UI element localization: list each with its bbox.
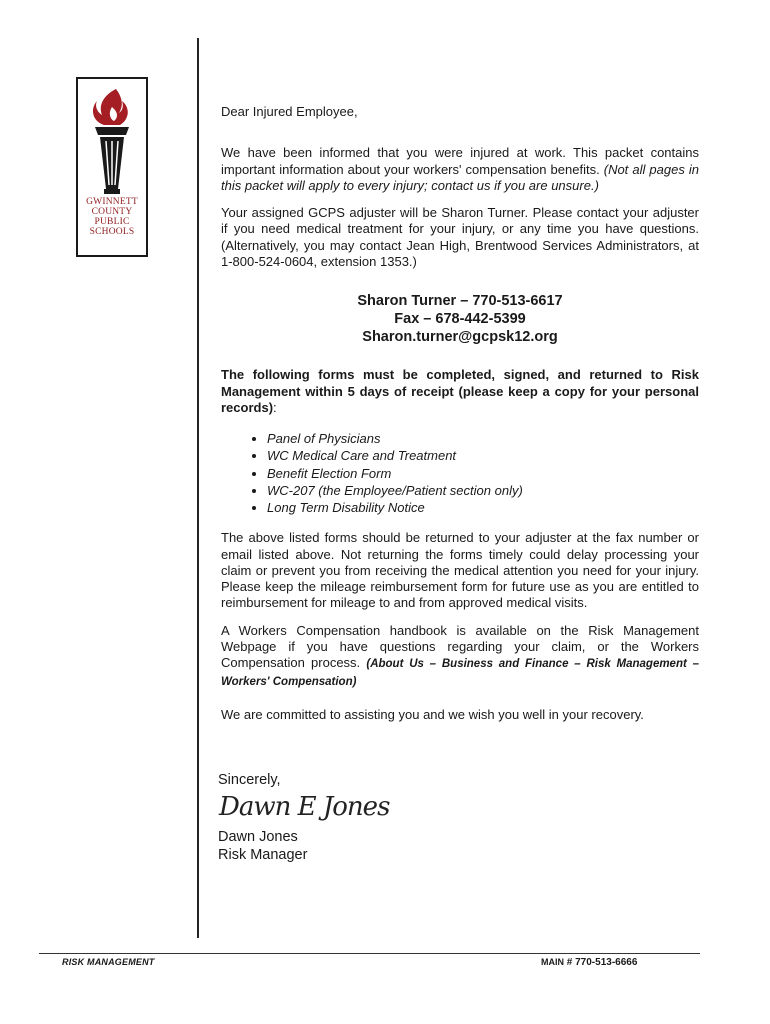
handbook-path: (About Us – Business and Finance – Risk Management – Workers' Compensation)	[221, 658, 699, 688]
gcps-logo	[76, 77, 148, 257]
logo-line: COUNTY	[91, 207, 133, 217]
footer-department: RISK MANAGEMENT	[62, 957, 155, 967]
signature: Dawn E Jones	[219, 792, 390, 822]
intro-note: (Not all pages in this packet will apply to every injury; contact us if you are unsure.)	[221, 161, 699, 193]
signer-name: Dawn Jones	[218, 829, 298, 845]
closing: Sincerely,	[218, 772, 281, 788]
paragraph-handbook	[221, 623, 699, 690]
footer-main-label: MAIN	[541, 957, 564, 967]
forms-intro-text: The following forms must be completed, signed, and returned to Risk Management within 5 days of receipt (please keep a copy for your personal records)	[221, 367, 699, 415]
signer-block	[218, 828, 307, 864]
paragraph-adjuster: Your assigned GCPS adjuster will be Sharon Turner. Please contact your adjuster if you need medical treatment for your injury, or any time you have questions. (Alternatively, you may contact Jean High, Brentwood Services Administrators, at 1-800-524-0604, extension 1353.)	[221, 205, 699, 270]
logo-line: GWINNETT	[86, 197, 138, 207]
footer-main-phone	[541, 957, 637, 968]
margin-rule	[197, 38, 199, 938]
list-item: • Panel of Physicians	[267, 430, 699, 447]
intro-text: We have been informed that you were injured at work. This packet contains important information about your workers' compensation benefits.	[221, 145, 699, 177]
torch-icon	[86, 85, 138, 197]
adjuster-fax: Fax – 678-442-5399	[394, 311, 526, 328]
letter-body	[221, 104, 699, 723]
footer-divider	[39, 953, 700, 954]
forms-list	[221, 430, 699, 516]
adjuster-email[interactable]: Sharon.turner@gcpsk12.org	[362, 329, 558, 346]
adjuster-phone: Sharon Turner – 770-513-6617	[357, 293, 563, 310]
list-item: • WC Medical Care and Treatment	[267, 447, 699, 464]
list-item: • Benefit Election Form	[267, 465, 699, 482]
paragraph-forms-intro	[221, 367, 699, 416]
paragraph-intro	[221, 145, 699, 194]
footer-main-number: # 770-513-6666	[564, 957, 638, 968]
forms-intro-colon: :	[273, 399, 277, 415]
adjuster-contact	[221, 292, 699, 346]
handbook-text: A Workers Compensation handbook is available on the Risk Management Webpage if you have questions regarding your claim, or the Workers Compensation process.	[221, 622, 699, 671]
logo-line: SCHOOLS	[89, 227, 135, 237]
logo-line: PUBLIC	[94, 217, 130, 227]
signer-title: Risk Manager	[218, 847, 308, 863]
logo-wordmark	[78, 197, 146, 237]
paragraph-closing-wish: We are committed to assisting you and we wish you well in your recovery.	[221, 706, 644, 722]
list-item: • WC-207 (the Employee/Patient section only)	[267, 482, 699, 499]
paragraph-return-forms: The above listed forms should be returned to your adjuster at the fax number or email listed above. Not returning the forms timely could delay processing your claim or prevent you from receiving the medical attention you need for your injury. Please keep the mileage reimbursement form for future use as you are entitled to reimbursement for mileage to and from approved medical visits.	[221, 530, 699, 611]
list-item: • Long Term Disability Notice	[267, 499, 699, 516]
greeting: Dear Injured Employee,	[221, 104, 358, 119]
